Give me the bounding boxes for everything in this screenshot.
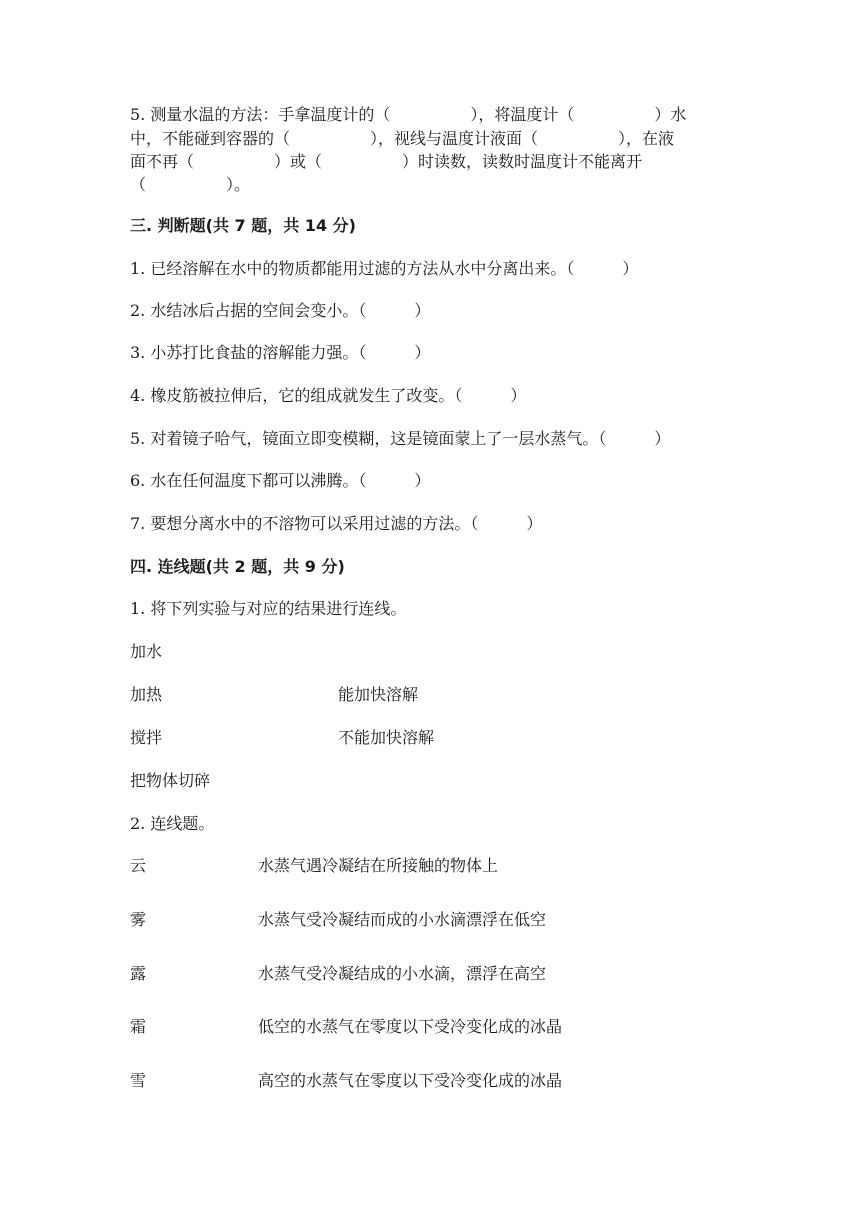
judge-item-7: 7. 要想分离水中的不溶物可以采用过滤的方法。（ ） xyxy=(130,514,543,533)
match-2-left-item: 云 xyxy=(130,856,147,875)
fill-question-5-line-4: （ ）。 xyxy=(130,175,251,194)
section-3-title: 三. 判断题(共 7 题，共 14 分) xyxy=(130,216,356,235)
match-question-2-prompt: 2. 连线题。 xyxy=(130,814,215,833)
match-1-left-item: 加热 xyxy=(130,685,163,704)
match-2-right-item: 水蒸气遇冷凝结在所接触的物体上 xyxy=(258,856,499,875)
judge-item-4: 4. 橡皮筋被拉伸后，它的组成就发生了改变。（ ） xyxy=(130,386,527,405)
match-2-right-item: 水蒸气受冷凝结成的小水滴，漂浮在高空 xyxy=(258,964,547,983)
match-2-right-item: 水蒸气受冷凝结而成的小水滴漂浮在低空 xyxy=(258,910,547,929)
section-4-title: 四. 连线题(共 2 题，共 9 分) xyxy=(130,557,345,576)
match-2-right-item: 低空的水蒸气在零度以下受冷变化成的冰晶 xyxy=(258,1017,563,1036)
match-2-left-item: 霜 xyxy=(130,1017,147,1036)
match-question-1-prompt: 1. 将下列实验与对应的结果进行连线。 xyxy=(130,599,407,618)
judge-item-1: 1. 已经溶解在水中的物质都能用过滤的方法从水中分离出来。（ ） xyxy=(130,259,639,278)
fill-question-5-line-1: 5. 测量水温的方法：手拿温度计的（ ），将温度计（ ）水 xyxy=(130,105,687,124)
match-2-right-item: 高空的水蒸气在零度以下受冷变化成的冰晶 xyxy=(258,1071,563,1090)
fill-question-5-line-2: 中，不能碰到容器的（ ），视线与温度计液面（ ），在液 xyxy=(130,129,675,148)
match-1-left-item: 把物体切碎 xyxy=(130,771,211,790)
match-1-left-item: 搅拌 xyxy=(130,728,163,747)
match-1-right-item: 不能加快溶解 xyxy=(338,728,435,747)
match-1-right-item: 能加快溶解 xyxy=(338,685,419,704)
fill-question-5-line-3: 面不再（ ）或（ ）时读数，读数时温度计不能离开 xyxy=(130,152,643,171)
judge-item-2: 2. 水结冰后占据的空间会变小。（ ） xyxy=(130,301,431,320)
match-1-left-item: 加水 xyxy=(130,642,163,661)
judge-item-3: 3. 小苏打比食盐的溶解能力强。（ ） xyxy=(130,343,431,362)
match-2-left-item: 雪 xyxy=(130,1071,147,1090)
match-2-left-item: 露 xyxy=(130,964,147,983)
judge-item-5: 5. 对着镜子哈气，镜面立即变模糊，这是镜面蒙上了一层水蒸气。（ ） xyxy=(130,429,671,448)
match-2-left-item: 雾 xyxy=(130,910,147,929)
judge-item-6: 6. 水在任何温度下都可以沸腾。（ ） xyxy=(130,471,431,490)
